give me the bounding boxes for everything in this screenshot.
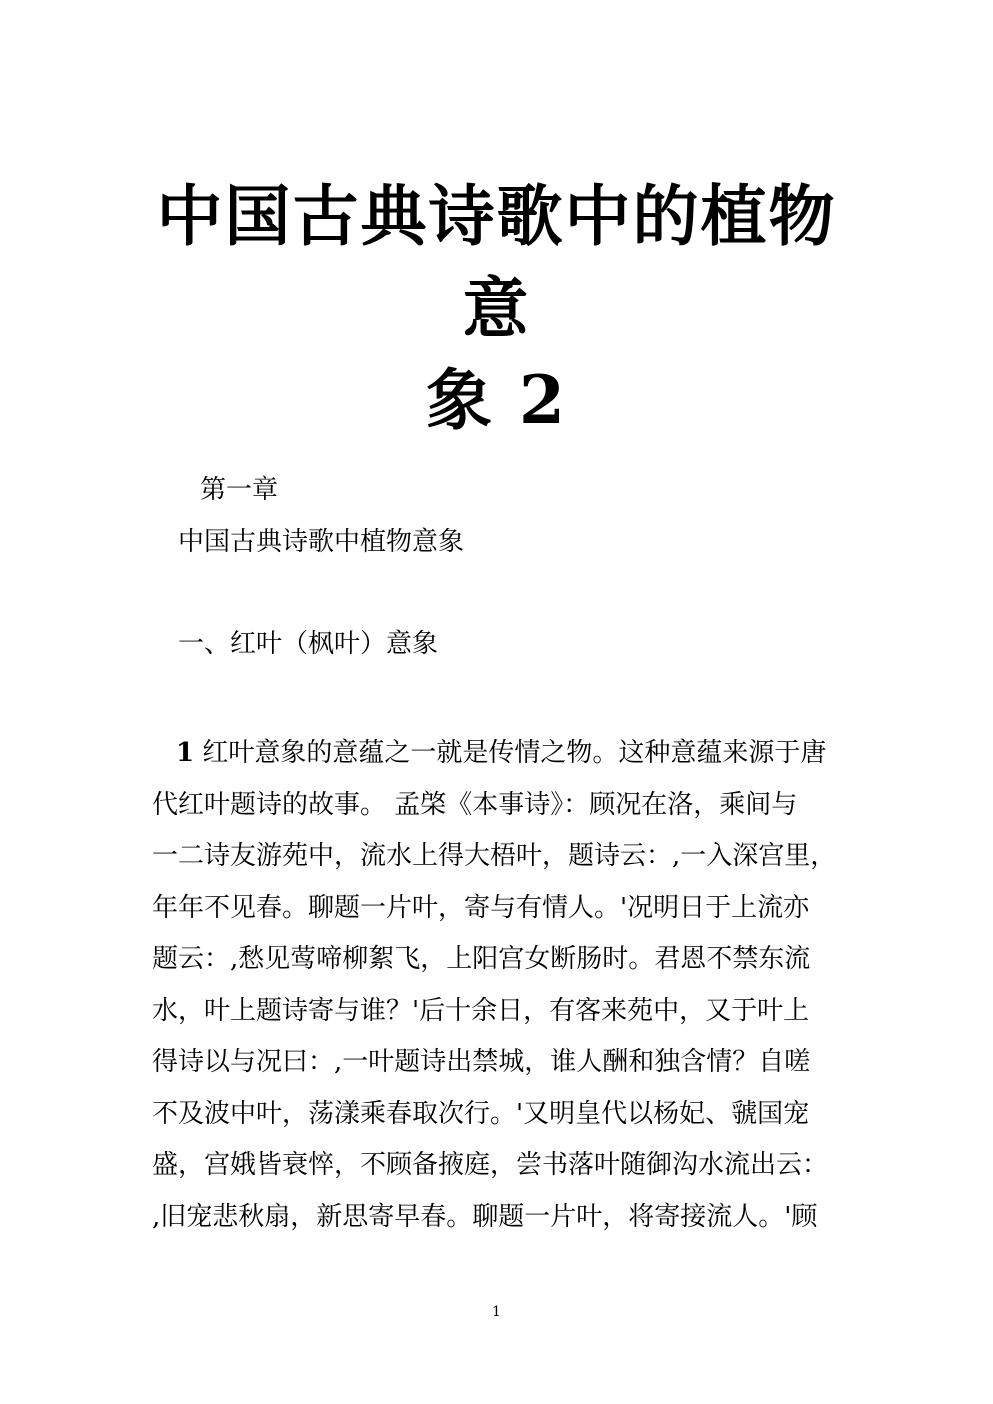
- paragraph-line: 题云：,愁见莺啼柳絮飞，上阳宫女断肠时。君恩不禁东流: [152, 944, 811, 974]
- paragraph-line: 不及波中叶，荡漾乘春取次行。'又明皇代以杨妃、虢国宠: [152, 1098, 810, 1129]
- paragraph-line: 得诗以与况曰：,一叶题诗出禁城，谁人酬和独含情？自嗟: [152, 1047, 811, 1077]
- document-title: [140, 170, 853, 446]
- title-line-1: 中国古典诗歌中的植物意: [156, 177, 837, 347]
- paragraph-line: 水，叶上题诗寄与谁？'后十余日，有客来苑中，又于叶上: [152, 995, 810, 1026]
- chapter-label: 第一章: [200, 475, 279, 505]
- paragraph-line: ,旧宠悲秋扇，新思寄早春。聊题一片叶，将寄接流人。'顾: [152, 1201, 818, 1232]
- title-line-2: 象 2: [426, 361, 567, 439]
- chapter-title: 中国古典诗歌中植物意象: [178, 527, 465, 557]
- page-number: 1: [492, 1304, 501, 1320]
- paragraph-line: 盛，宫娥皆衰悴，不顾备掖庭，尝书落叶随御沟水流出云：: [152, 1150, 829, 1180]
- paragraph-line: 一二诗友游苑中，流水上得大梧叶，题诗云：,一入深宫里，: [152, 841, 837, 871]
- paragraph-line: 年年不见春。聊题一片叶，寄与有情人。'况明日于上流亦: [152, 892, 810, 923]
- paragraph-number: 1: [176, 738, 195, 768]
- body-paragraph: [152, 728, 842, 1243]
- paragraph-line: [152, 728, 842, 780]
- paragraph-line-text: 红叶意象的意蕴之一就是传情之物。这种意蕴来源于唐: [202, 738, 827, 768]
- section-heading: 一、红叶（枫叶）意象: [178, 629, 439, 659]
- paragraph-line: 代红叶题诗的故事。 孟棨《本事诗》：顾况在洛，乘间与: [152, 789, 798, 820]
